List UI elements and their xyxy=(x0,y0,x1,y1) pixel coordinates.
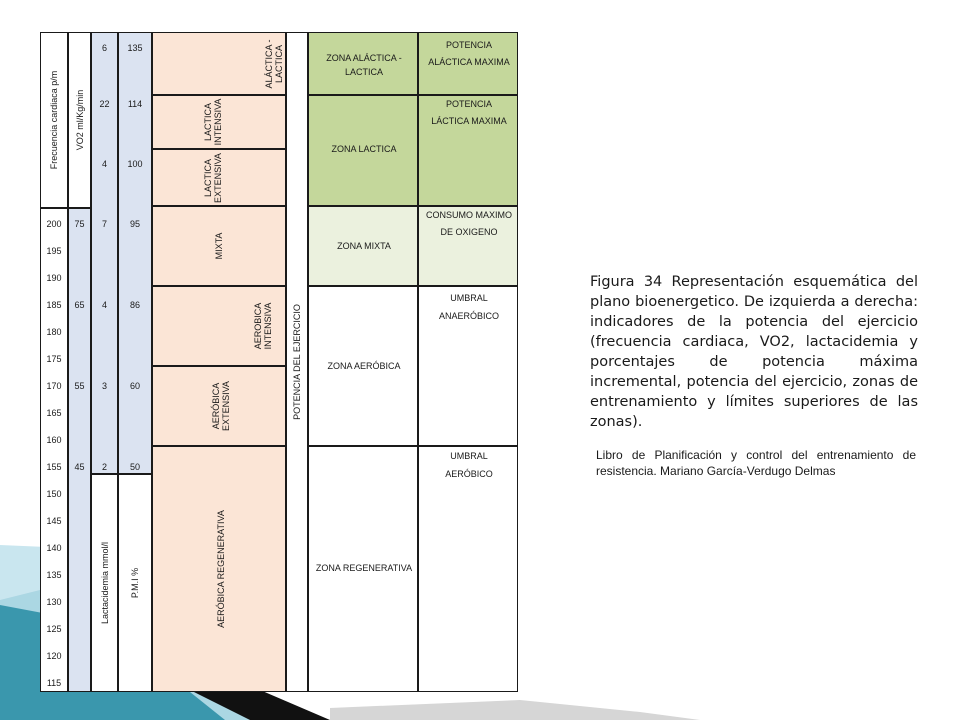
vo2-value: 65 xyxy=(74,300,85,310)
header-potencia-cell xyxy=(286,32,308,692)
zone-label: ZONA ALÁCTICA - LACTICA xyxy=(326,53,402,77)
header-lactacidemia: Lactacidemia mmol/l xyxy=(99,541,110,625)
pmi-value: 86 xyxy=(129,300,140,310)
pmi-value: 95 xyxy=(129,219,140,229)
zone-label: ZONA MIXTA xyxy=(337,241,391,251)
potencia-label: LACTICA EXTENSIVA xyxy=(203,152,223,203)
deco-grey-strip xyxy=(330,700,700,720)
pmi-value: 135 xyxy=(127,43,143,53)
limit-label: UMBRAL AERÓBICO xyxy=(445,451,493,479)
lact-value: 7 xyxy=(101,219,107,229)
limit-alactica xyxy=(418,32,518,95)
potencia-alactica xyxy=(152,32,286,95)
hr-value: 185 xyxy=(46,300,62,310)
hr-value: 125 xyxy=(46,624,62,634)
potencia-lactica-intensiva xyxy=(152,95,286,149)
zone-alactica xyxy=(308,32,418,95)
hr-value: 160 xyxy=(46,435,62,445)
potencia-label: AERÓBICA EXTENSIVA xyxy=(211,381,231,431)
hr-value: 145 xyxy=(46,516,62,526)
limit-regenerativa xyxy=(418,446,518,692)
hr-value: 180 xyxy=(46,327,62,337)
lact-value: 4 xyxy=(101,159,107,169)
zone-label: ZONA LACTICA xyxy=(331,144,397,154)
zone-lactica xyxy=(308,95,418,206)
lact-value: 4 xyxy=(101,300,107,310)
limit-label: CONSUMO MAXIMO DE OXIGENO xyxy=(425,210,512,237)
figure-caption: Figura 34 Representación esquemática del plano bioenergetico. De izquierda a derecha: indicadores de la potencia del ejercicio (frecuencia cardiaca, VO2, lactacidemia y porcentajes de potencia máxima incremental, potencia del ejercicio, zonas de entrenamiento y límites superiores de las zonas). xyxy=(590,274,918,430)
lact-value: 6 xyxy=(101,43,107,53)
hr-value: 165 xyxy=(46,408,62,418)
hr-value: 175 xyxy=(46,354,62,364)
header-fc: Frecuencia cardiaca p/m xyxy=(49,70,59,170)
pmi-value: 60 xyxy=(129,381,140,391)
potencia-label: MIXTA xyxy=(214,232,224,260)
vo2-column xyxy=(68,208,91,692)
potencia-label: LACTICA INTENSIVA xyxy=(203,98,223,146)
header-fc-cell xyxy=(40,32,68,208)
limit-label: POTENCIA LÁCTICA MAXIMA xyxy=(431,99,507,126)
hr-value: 135 xyxy=(46,570,62,580)
hr-value: 115 xyxy=(46,678,62,688)
hr-value: 150 xyxy=(46,489,62,499)
pmi-value: 114 xyxy=(127,99,143,109)
lact-header-cell xyxy=(91,474,118,692)
vo2-value: 75 xyxy=(74,219,85,229)
hr-value: 140 xyxy=(46,543,62,553)
potencia-lactica-extensiva xyxy=(152,149,286,206)
hr-value: 195 xyxy=(46,246,62,256)
pmi-value: 100 xyxy=(127,159,143,169)
hr-value: 130 xyxy=(46,597,62,607)
pmi-value: 50 xyxy=(129,462,140,472)
lact-column xyxy=(91,32,118,474)
hr-value: 190 xyxy=(46,273,62,283)
header-pmi: P.M.I % xyxy=(130,567,140,599)
header-potencia: POTENCIA DEL EJERCICIO xyxy=(292,304,302,420)
potencia-label: AEROBICA INTENSIVA xyxy=(253,302,273,350)
potencia-label: ALÁCTICA -LACTICA xyxy=(263,39,284,89)
header-vo2-cell xyxy=(68,32,91,208)
lact-value: 22 xyxy=(99,99,110,109)
zone-aerobica xyxy=(308,286,418,446)
limit-mixta xyxy=(418,206,518,286)
potencia-aerobica-extensiva xyxy=(152,366,286,446)
limit-label: POTENCIA ALÁCTICA MAXIMA xyxy=(428,40,510,67)
limit-lactica xyxy=(418,95,518,206)
potencia-mixta xyxy=(152,206,286,286)
hr-value: 120 xyxy=(46,651,62,661)
potencia-aerobica-regenerativa xyxy=(152,446,286,692)
vo2-value: 45 xyxy=(74,462,85,472)
lact-value: 2 xyxy=(101,462,107,472)
hr-value: 170 xyxy=(46,381,62,391)
hr-value: 200 xyxy=(46,219,62,229)
zone-label: ZONA REGENERATIVA xyxy=(315,563,413,573)
hr-value: 155 xyxy=(46,462,62,472)
potencia-label: AERÓBICA REGENERATIVA xyxy=(216,510,226,628)
zone-regenerativa xyxy=(308,446,418,692)
pmi-column xyxy=(118,32,152,474)
lact-value: 3 xyxy=(101,381,107,391)
potencia-aerobica-intensiva xyxy=(152,286,286,366)
zone-label: ZONA AERÓBICA xyxy=(327,361,401,371)
vo2-value: 55 xyxy=(74,381,85,391)
limit-aerobica xyxy=(418,286,518,446)
hr-column xyxy=(40,208,68,692)
zone-mixta xyxy=(308,206,418,286)
header-vo2: VO2 ml/Kg/min xyxy=(74,89,85,151)
pmi-header-cell xyxy=(118,474,152,692)
limit-label: UMBRAL ANAERÓBICO xyxy=(438,293,499,321)
source-citation: Libro de Planificación y control del entrenamiento de resistencia. Mariano García-Verdugo Delmas xyxy=(596,448,916,478)
bioenergetic-table xyxy=(40,32,518,692)
